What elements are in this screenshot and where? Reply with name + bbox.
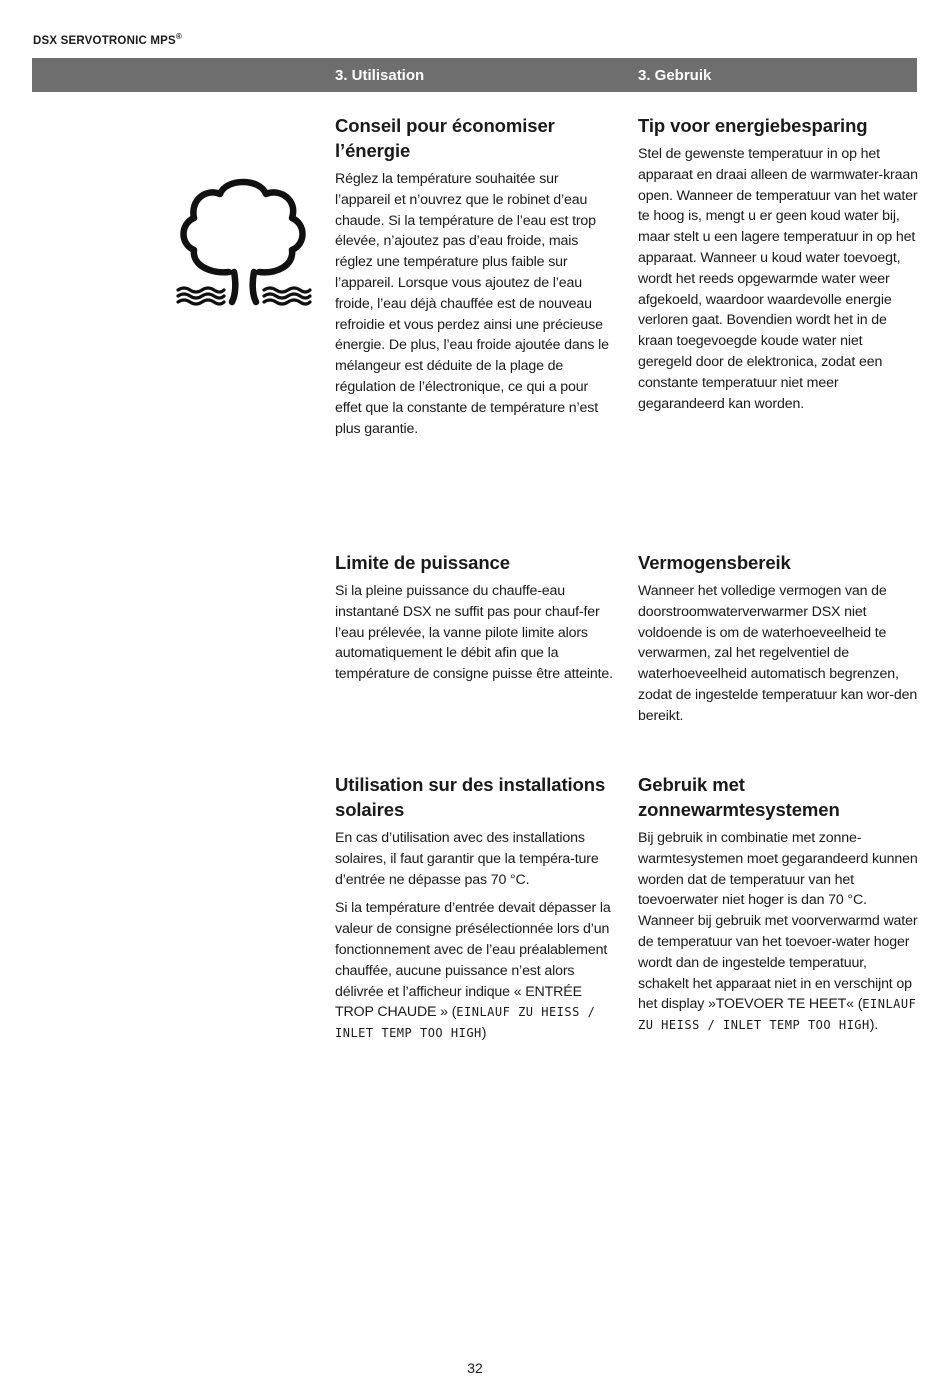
energy-tip-nl-title: Tip voor energiebesparing (638, 115, 868, 136)
document-header (33, 32, 182, 47)
energy-tip-fr-title: Conseil pour économiser l’énergie (335, 115, 555, 161)
power-limit-fr (335, 550, 615, 693)
energy-tip-nl (638, 113, 918, 422)
solar-use-nl-text-main: Bij gebruik in combinatie met zonne-warmtesystemen moet gegarandeerd kunnen worden dat de temperatuur van het toevoerwater niet hoger is dan 70 °C. Wanneer bij gebruik met voorverwarmd water de temperatuur van het toevoer-water hoger wordt dan de ingestelde temperatuur, schakelt het apparaat niet in en verschijnt op het display »TOEVOER TE HEET« ( (638, 830, 918, 1013)
power-limit-fr-title: Limite de puissance (335, 552, 510, 573)
section-title-nl: 3. Gebruik (638, 67, 712, 84)
tree-water-icon (172, 172, 316, 308)
solar-use-nl-text (638, 828, 918, 1036)
solar-use-fr-text-1: En cas d’utilisation avec des installations solaires, il faut garantir que la tempéra-ture d’entrée ne dépasse pas 70 °C. (335, 830, 599, 888)
power-limit-nl-title: Vermogensbereik (638, 552, 791, 573)
solar-use-fr-text-2-end: ) (481, 1025, 487, 1042)
energy-tip-fr (335, 113, 615, 447)
energy-tip-nl-text: Stel de gewenste temperatuur in op het apparaat en draai alleen de warmwater-kraan open. Wanneer de temperatuur van het water te hoog is, mengt u er geen koud water bij, maar stelt u een lagere temperatuur in op het apparaat. Wanneer u koud water toevoegt, wordt het reeds opgewarmde water weer afgekoeld, waardoor waardevolle energie verloren gaat. Bovendien wordt het in de kraan toegevoegde koude water niet geregeld door de elektronica, zodat een constante temperatuur niet meer gegarandeerd kan worden. (638, 146, 918, 412)
solar-use-fr-text-2 (335, 898, 615, 1044)
brand-name: DSX SERVOTRONIC MPS (33, 34, 176, 47)
power-limit-nl (638, 550, 918, 735)
energy-tip-fr-text: Réglez la température souhaitée sur l’appareil et n’ouvrez que le robinet d’eau chaude. Si la température de l’eau est trop élevée, n’ajoutez pas d’eau froide, mais réglez une température plus faible sur l’appareil. Lorsque vous ajoutez de l’eau froide, l’eau déjà chauffée est de nouveau refroidie et vous perdez ainsi une précieuse énergie. De plus, l’eau froide ajoutée dans le mélangeur est déduite de la plage de régulation de l’électronique, ce qui a pour effet que la constante de température n’est plus garantie. (335, 171, 609, 437)
registered-mark: ® (175, 32, 182, 41)
solar-use-nl-title: Gebruik met zonnewarmtesystemen (638, 774, 840, 820)
solar-use-fr-title: Utilisation sur des installations solaires (335, 774, 606, 820)
display-message-nl: EINLAUF ZU HEISS / INLET TEMP TOO HIGH (638, 997, 917, 1033)
display-message-fr: EINLAUF ZU HEISS / INLET TEMP TOO HIGH (335, 1005, 596, 1041)
power-limit-nl-text: Wanneer het volledige vermogen van de doorstroomwaterverwarmer DSX niet voldoende is om de waterhoeveelheid te verwarmen, zal het regelventiel de waterhoeveelheid automatisch begrenzen, zodat de ingestelde temperatuur kan wor-den bereikt. (638, 583, 918, 724)
solar-use-fr-text-2-main: Si la température d’entrée devait dépasser la valeur de consigne présélectionnée lors d’un fonctionnement avec de l’eau préalablement chauffée, aucune puissance n’est alors délivrée et l’afficheur indique « ENTRÉE TROP CHAUDE » ( (335, 900, 611, 1021)
section-header-bar (32, 58, 917, 92)
solar-use-nl (638, 772, 918, 1044)
power-limit-fr-text: Si la pleine puissance du chauffe-eau instantané DSX ne suffit pas pour chauf-fer l’eau prélevée, la vanne pilote limite alors automatiquement le débit afin que la température de consigne puisse être atteinte. (335, 583, 613, 683)
solar-use-nl-text-end: ). (869, 1017, 879, 1034)
page-number: 32 (467, 1360, 483, 1376)
section-title-fr: 3. Utilisation (335, 67, 425, 84)
solar-use-fr (335, 772, 615, 1052)
